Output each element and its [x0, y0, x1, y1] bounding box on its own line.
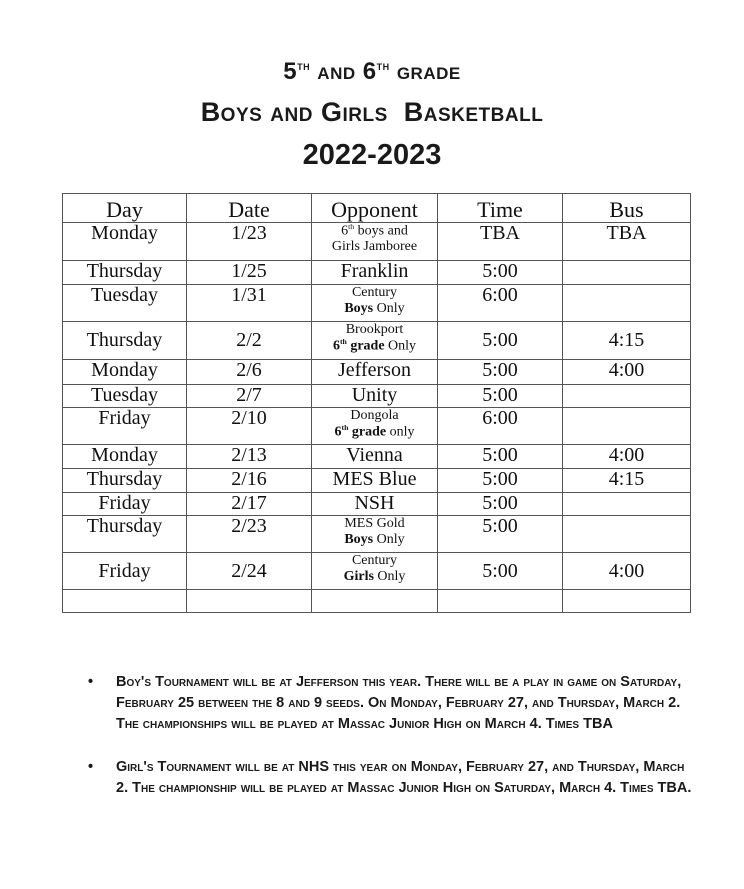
cell-day: Thursday	[63, 469, 187, 493]
cell-day: Thursday	[63, 516, 187, 553]
cell-bus: 4:00	[563, 445, 691, 469]
header-opponent: Opponent	[312, 194, 438, 223]
cell-date: 1/23	[187, 223, 312, 261]
cell-bus: 4:00	[563, 360, 691, 385]
table-row	[63, 223, 691, 261]
cell-empty	[63, 590, 187, 613]
list-item	[88, 672, 698, 735]
cell-bus	[563, 493, 691, 516]
cell-bus: 4:15	[563, 322, 691, 360]
cell-date: 2/10	[187, 408, 312, 445]
cell-time: 5:00	[438, 493, 563, 516]
table-row	[63, 493, 691, 516]
cell-day: Thursday	[63, 261, 187, 285]
cell-empty	[438, 590, 563, 613]
table-row	[63, 261, 691, 285]
header-time: Time	[438, 194, 563, 223]
cell-bus: 4:15	[563, 469, 691, 493]
table-row	[63, 322, 691, 360]
cell-day: Monday	[63, 445, 187, 469]
cell-bus	[563, 385, 691, 408]
cell-day: Friday	[63, 408, 187, 445]
cell-time: 5:00	[438, 469, 563, 493]
cell-empty	[312, 590, 438, 613]
cell-day: Friday	[63, 493, 187, 516]
cell-empty	[563, 590, 691, 613]
cell-day: Monday	[63, 223, 187, 261]
table-row-empty	[63, 590, 691, 613]
table-row	[63, 385, 691, 408]
cell-opponent: Vienna	[312, 445, 438, 469]
cell-opponent: Century Boys Only	[312, 285, 438, 322]
cell-time: TBA	[438, 223, 563, 261]
cell-date: 1/25	[187, 261, 312, 285]
cell-opponent: Century Girls Only	[312, 553, 438, 590]
cell-opponent: Franklin	[312, 261, 438, 285]
bullet-icon: •	[88, 674, 94, 690]
cell-time: 5:00	[438, 261, 563, 285]
table-row	[63, 553, 691, 590]
table-row	[63, 516, 691, 553]
cell-time: 5:00	[438, 322, 563, 360]
header-day: Day	[63, 194, 187, 223]
table-header-row	[63, 194, 691, 223]
schedule-table	[62, 193, 691, 613]
cell-bus	[563, 261, 691, 285]
girls-tournament-note: Girl's Tournament will be at NHS this year on Monday, February 27, and Thursday, March 2. The championship will be played at Massac Junior High on Saturday, March 4. Times TBA.	[116, 759, 692, 796]
cell-time: 5:00	[438, 553, 563, 590]
cell-bus	[563, 516, 691, 553]
cell-time: 6:00	[438, 285, 563, 322]
header-bus: Bus	[563, 194, 691, 223]
cell-date: 2/16	[187, 469, 312, 493]
title-grade-line: 5th and 6th grade	[283, 58, 461, 86]
bullet-icon: •	[88, 759, 94, 775]
list-item	[88, 757, 698, 799]
table-row	[63, 469, 691, 493]
cell-day: Tuesday	[63, 285, 187, 322]
cell-day: Tuesday	[63, 385, 187, 408]
cell-opponent: Jefferson	[312, 360, 438, 385]
cell-bus: TBA	[563, 223, 691, 261]
cell-bus: 4:00	[563, 553, 691, 590]
title-sport-line: Boys and Girls Basketball	[200, 97, 544, 127]
cell-day: Thursday	[63, 322, 187, 360]
cell-day: Monday	[63, 360, 187, 385]
cell-date: 2/6	[187, 360, 312, 385]
cell-date: 1/31	[187, 285, 312, 322]
cell-opponent: NSH	[312, 493, 438, 516]
cell-date: 2/23	[187, 516, 312, 553]
table-row	[63, 285, 691, 322]
boys-tournament-note: Boy's Tournament will be at Jefferson this year. There will be a play in game on Saturday, February 25 between the 8 and 9 seeds. On Monday, February 27, and Thursday, March 2. The championships will be played at Massac Junior High on March 4. Times TBA	[116, 674, 682, 732]
table-row	[63, 408, 691, 445]
cell-opponent: Brookport 6th grade Only	[312, 322, 438, 360]
header-date: Date	[187, 194, 312, 223]
cell-time: 5:00	[438, 445, 563, 469]
cell-opponent: MES Gold Boys Only	[312, 516, 438, 553]
cell-date: 2/2	[187, 322, 312, 360]
tournament-notes	[88, 672, 698, 821]
cell-date: 2/17	[187, 493, 312, 516]
cell-day: Friday	[63, 553, 187, 590]
cell-date: 2/13	[187, 445, 312, 469]
cell-time: 5:00	[438, 385, 563, 408]
cell-date: 2/24	[187, 553, 312, 590]
cell-time: 6:00	[438, 408, 563, 445]
table-row	[63, 360, 691, 385]
cell-empty	[187, 590, 312, 613]
cell-opponent: MES Blue	[312, 469, 438, 493]
cell-bus	[563, 285, 691, 322]
cell-opponent: Unity	[312, 385, 438, 408]
cell-date: 2/7	[187, 385, 312, 408]
cell-bus	[563, 408, 691, 445]
cell-time: 5:00	[438, 516, 563, 553]
cell-opponent: Dongola 6th grade only	[312, 408, 438, 445]
cell-opponent: 6th boys and Girls Jamboree	[312, 223, 438, 261]
cell-time: 5:00	[438, 360, 563, 385]
table-row	[63, 445, 691, 469]
title-season-line: 2022-2023	[302, 139, 442, 171]
